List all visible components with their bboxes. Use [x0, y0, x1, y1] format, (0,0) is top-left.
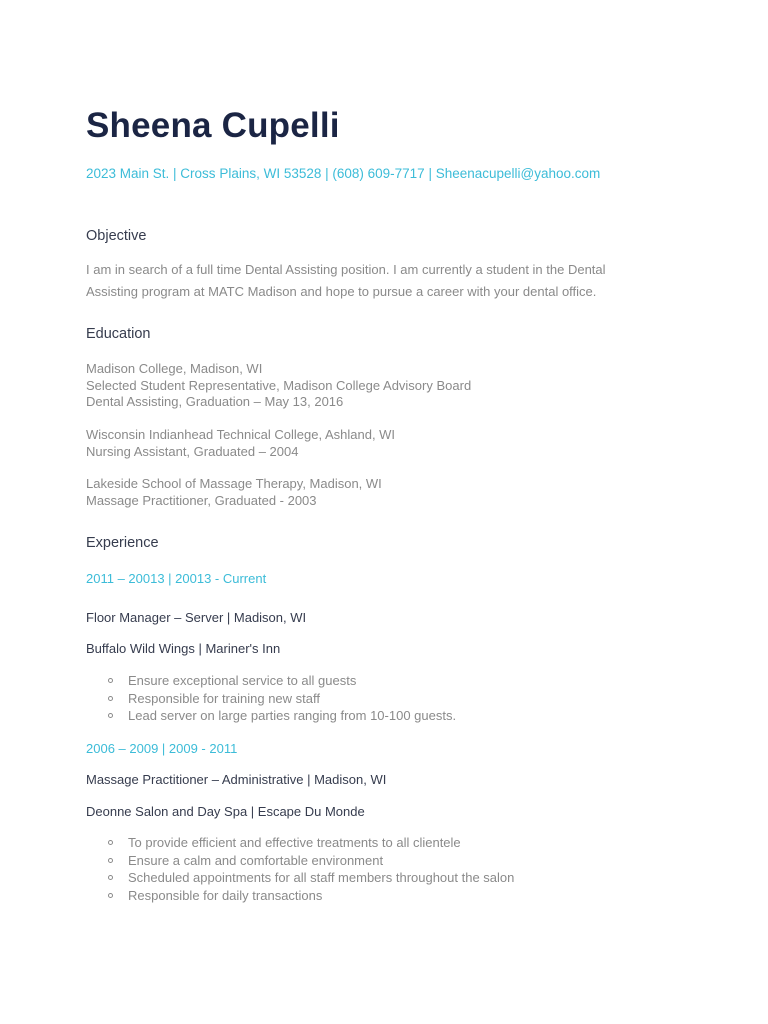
education-line: Dental Assisting, Graduation – May 13, 2016: [86, 394, 344, 409]
job-duty: [108, 834, 514, 852]
applicant-name: Sheena Cupelli: [86, 106, 340, 145]
objective-text: [86, 259, 666, 303]
hollow-circle-bullet-icon: [108, 678, 113, 683]
job-dates: 2011 – 20013 | 20013 - Current: [86, 571, 267, 586]
hollow-circle-bullet-icon: [108, 696, 113, 701]
job-role: Massage Practitioner – Administrative | Madison, WI: [86, 772, 387, 787]
job-employer: Deonne Salon and Day Spa | Escape Du Monde: [86, 804, 365, 819]
job-duty-text: Responsible for daily transactions: [128, 887, 323, 903]
hollow-circle-bullet-icon: [108, 858, 113, 863]
job-duty-text: Lead server on large parties ranging from 10-100 guests.: [128, 708, 457, 723]
education-line: Wisconsin Indianhead Technical College, Ashland, WI: [86, 427, 396, 442]
contact-info: 2023 Main St. | Cross Plains, WI 53528 | (608) 609-7717 | Sheenacupelli@yahoo.com: [86, 166, 601, 181]
job-duty: [108, 707, 456, 725]
job-duty: [108, 852, 514, 870]
job-duty: [108, 690, 456, 708]
education-line: Madison College, Madison, WI: [86, 361, 263, 376]
education-line: Massage Practitioner, Graduated - 2003: [86, 492, 317, 508]
job-duty-text: Scheduled appointments for all staff members throughout the salon: [128, 870, 515, 885]
objective-line: I am in search of a full time Dental Assisting position. I am currently a student in the Dental: [86, 262, 606, 277]
education-entry: [86, 427, 395, 460]
education-line: Nursing Assistant, Graduated – 2004: [86, 443, 299, 459]
education-entry: [86, 361, 471, 411]
education-line: Lakeside School of Massage Therapy, Madison, WI: [86, 476, 382, 491]
job-duty-text: Responsible for training new staff: [128, 690, 320, 706]
job-role: Floor Manager – Server | Madison, WI: [86, 610, 307, 625]
experience-heading: Experience: [86, 535, 159, 551]
job-duties-list: [108, 834, 514, 904]
education-entry: [86, 476, 382, 509]
objective-heading: Objective: [86, 228, 147, 244]
job-employer: Buffalo Wild Wings | Mariner's Inn: [86, 641, 281, 656]
education-line: Selected Student Representative, Madison College Advisory Board: [86, 377, 472, 393]
hollow-circle-bullet-icon: [108, 840, 113, 845]
objective-line: Assisting program at MATC Madison and hope to pursue a career with your dental office.: [86, 284, 597, 299]
job-duty-text: Ensure a calm and comfortable environment: [128, 852, 384, 868]
hollow-circle-bullet-icon: [108, 713, 113, 718]
job-duty-text: Ensure exceptional service to all guests: [128, 673, 357, 688]
education-heading: Education: [86, 326, 151, 342]
hollow-circle-bullet-icon: [108, 875, 113, 880]
job-duties-list: [108, 672, 456, 725]
job-duty: [108, 672, 456, 690]
hollow-circle-bullet-icon: [108, 893, 113, 898]
job-dates: 2006 – 2009 | 2009 - 2011: [86, 741, 238, 756]
job-duty: [108, 869, 514, 887]
job-duty-text: To provide efficient and effective treatments to all clientele: [128, 835, 461, 850]
job-duty: [108, 887, 514, 905]
